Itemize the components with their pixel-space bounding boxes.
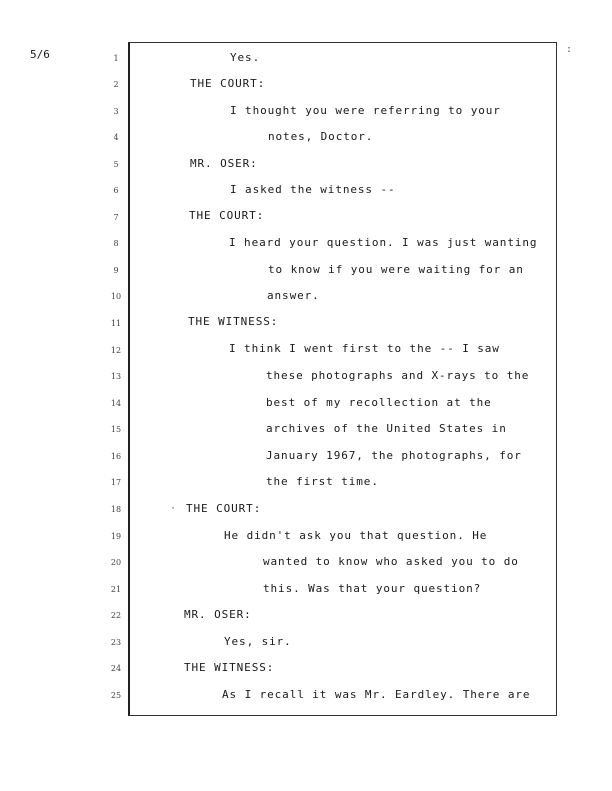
transcript-line: Yes. bbox=[230, 51, 261, 64]
transcript-line: I asked the witness -- bbox=[230, 183, 396, 196]
transcript-line: January 1967, the photographs, for bbox=[266, 449, 522, 462]
line-number: 20 bbox=[110, 558, 122, 567]
line-number: 13 bbox=[110, 372, 122, 381]
transcript-line: As I recall it was Mr. Eardley. There are bbox=[222, 688, 531, 701]
transcript-line: to know if you were waiting for an bbox=[268, 263, 524, 276]
transcript-line: I heard your question. I was just wanting bbox=[229, 236, 538, 249]
line-number: 12 bbox=[110, 346, 122, 355]
line-number: 11 bbox=[110, 319, 122, 328]
line-number: 19 bbox=[110, 532, 122, 541]
transcript-line: THE COURT: bbox=[190, 77, 266, 90]
transcript-line: THE WITNESS: bbox=[184, 661, 275, 674]
line-number: 16 bbox=[110, 452, 122, 461]
margin-mark: : bbox=[566, 44, 573, 55]
line-number: 21 bbox=[110, 585, 122, 594]
transcript-line: MR. OSER: bbox=[184, 608, 252, 621]
transcript-line: answer. bbox=[267, 289, 320, 302]
line-number: 17 bbox=[110, 478, 122, 487]
transcript-line: THE COURT: bbox=[189, 209, 265, 222]
line-number: 1 bbox=[113, 54, 119, 63]
line-number: 23 bbox=[110, 638, 122, 647]
line-number: 25 bbox=[110, 691, 122, 700]
stray-mark: · bbox=[170, 503, 177, 514]
transcript-line: I thought you were referring to your bbox=[230, 104, 501, 117]
line-number: 15 bbox=[110, 425, 122, 434]
transcript-line: the first time. bbox=[266, 475, 379, 488]
line-number: 22 bbox=[110, 611, 122, 620]
line-number: 7 bbox=[113, 213, 119, 222]
transcript-line: MR. OSER: bbox=[190, 157, 258, 170]
transcript-line: THE COURT: bbox=[186, 502, 262, 515]
line-number: 9 bbox=[113, 266, 119, 275]
transcript-line: He didn't ask you that question. He bbox=[224, 529, 488, 542]
transcript-line: best of my recollection at the bbox=[266, 396, 492, 409]
transcript-line: I think I went first to the -- I saw bbox=[229, 342, 500, 355]
transcript-line: notes, Doctor. bbox=[268, 130, 374, 143]
line-number: 4 bbox=[113, 133, 119, 142]
page-number: 5/6 bbox=[30, 48, 50, 61]
line-number: 14 bbox=[110, 399, 122, 408]
line-number: 8 bbox=[113, 239, 119, 248]
line-number: 18 bbox=[110, 505, 122, 514]
line-number: 2 bbox=[113, 80, 119, 89]
transcript-line: archives of the United States in bbox=[266, 422, 507, 435]
transcript-line: THE WITNESS: bbox=[188, 315, 279, 328]
transcript-line: wanted to know who asked you to do bbox=[263, 555, 519, 568]
line-number: 24 bbox=[110, 664, 122, 673]
transcript-line: this. Was that your question? bbox=[263, 582, 482, 595]
line-number: 6 bbox=[113, 186, 119, 195]
line-number: 5 bbox=[113, 160, 119, 169]
line-number: 3 bbox=[113, 107, 119, 116]
transcript-line: Yes, sir. bbox=[224, 635, 292, 648]
transcript-line: these photographs and X-rays to the bbox=[266, 369, 530, 382]
line-number: 10 bbox=[110, 292, 122, 301]
